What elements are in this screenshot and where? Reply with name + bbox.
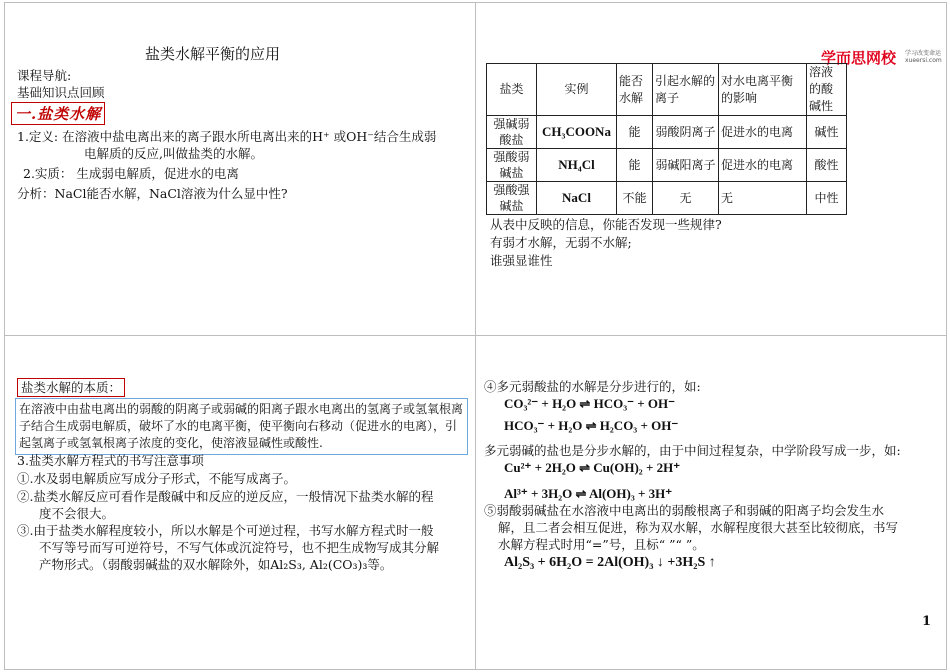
essence-line: 2.实质： 生成弱电解质，促进水的电离 (23, 166, 239, 181)
table-header-cell: 能否水解 (617, 64, 653, 116)
brand-logo-tagline: 学习改变命运 (905, 50, 942, 57)
table-header-cell: 对水电离平衡的影响 (719, 64, 807, 116)
slide-panel-1 (4, 2, 476, 336)
slide-panel-2 (475, 2, 947, 336)
analysis-question: 分析：NaCl能否水解，NaCl溶液为什么显中性? (17, 186, 288, 201)
table-header-cell: 引起水解的离子 (653, 64, 719, 116)
table-cell: 碱性 (807, 116, 847, 149)
table-cell: 强酸弱碱盐 (487, 149, 537, 182)
equation-carbonate-step1: CO₃²⁻ + H₂O ⇌ HCO₃⁻ + OH⁻ (504, 396, 675, 411)
table-cell: CH₃COONa (537, 116, 617, 149)
pattern-question: 从表中反映的信息，你能否发现一些规律? (490, 217, 722, 232)
rule-5-line-1: ⑤弱酸弱碱盐在水溶液中电离出的弱酸根离子和弱碱的阳离子均会发生水 (484, 503, 885, 518)
table-cell: 弱碱阳离子 (653, 149, 719, 182)
rule-2-line-2: 度不会很大。 (39, 506, 115, 521)
rules-heading: 3.盐类水解方程式的书写注意事项 (17, 453, 204, 468)
slide-title: 盐类水解平衡的应用 (145, 45, 281, 63)
nav-label: 课程导航: (17, 68, 72, 83)
equation-carbonate-step2: HCO₃⁻ + H₂O ⇌ H₂CO₃ + OH⁻ (504, 418, 679, 433)
equation-double-hydrolysis: Al₂S₃ + 6H₂O = 2Al(OH)₃ ↓ +3H₂S ↑ (504, 555, 716, 570)
table-cell: 促进水的电离 (719, 149, 807, 182)
definition-line-2: 电解质的反应,叫做盐类的水解。 (84, 146, 263, 161)
rule-4: ④多元弱酸盐的水解是分步进行的，如: (484, 379, 701, 394)
essence-label-box: 盐类水解的本质： (17, 378, 125, 397)
rule-1: ①.水及弱电解质应写成分子形式，不能写成离子。 (17, 471, 296, 486)
table-cell: 无 (719, 182, 807, 215)
rule-2-line-1: ②.盐类水解反应可看作是酸碱中和反应的逆反应，一般情况下盐类水解的程 (17, 489, 434, 504)
rule-5-line-3: 水解方程式时用“=”号，且标“ ”“ ”。 (498, 537, 705, 552)
brand-logo-text: 学而思网校 (821, 49, 897, 67)
salt-hydrolysis-table (486, 63, 847, 215)
table-row (487, 149, 847, 182)
equation-copper: Cu²⁺ + 2H₂O ⇌ Cu(OH)₂ + 2H⁺ (504, 460, 681, 475)
table-header-cell: 盐类 (487, 64, 537, 116)
table-cell: 促进水的电离 (719, 116, 807, 149)
definition-line-1: 1.定义: 在溶液中盐电离出来的离子跟水所电离出来的H⁺ 或OH⁻结合生成弱 (17, 129, 437, 144)
rule-3-line-2: 不写等号而写可逆符号，不写气体或沉淀符号，也不把生成物写成其分解 (39, 540, 440, 555)
table-cell: 酸性 (807, 149, 847, 182)
pattern-rule-2: 谁强显谁性 (490, 253, 553, 268)
brand-logo-url: xueersi.com (905, 57, 942, 64)
table-header-cell: 实例 (537, 64, 617, 116)
pattern-rule-1: 有弱才水解，无弱不水解; (490, 235, 632, 250)
equation-aluminium: Al³⁺ + 3H₂O ⇌ Al(OH)₃ + 3H⁺ (504, 486, 673, 501)
table-cell: 无 (653, 182, 719, 215)
table-row (487, 116, 847, 149)
table-cell: NH₄Cl (537, 149, 617, 182)
table-cell: 能 (617, 149, 653, 182)
table-header-cell: 溶液的酸碱性 (807, 64, 847, 116)
essence-text-box: 在溶液中由盐电离出的弱酸的阴离子或弱碱的阳离子跟水电离出的氢离子或氢氧根离子结合生成弱电解质，破坏了水的电离平衡，使平衡向右移动（促进水的电离），引起氢离子或氢氧根离子浓度的变化，使溶液显碱性或酸性. (15, 398, 468, 455)
page-number: 1 (922, 614, 932, 629)
table-cell: 中性 (807, 182, 847, 215)
table-header-row (487, 64, 847, 116)
rule-5-line-2: 解，且二者会相互促进，称为双水解，水解程度很大甚至比较彻底，书写 (498, 520, 899, 535)
table-cell: 能 (617, 116, 653, 149)
table-cell: NaCl (537, 182, 617, 215)
section-heading: 一.盐类水解 (11, 102, 105, 125)
table-cell: 不能 (617, 182, 653, 215)
table-row (487, 182, 847, 215)
weak-base-note: 多元弱碱的盐也是分步水解的，由于中间过程复杂，中学阶段写成一步，如: (484, 443, 901, 458)
table-cell: 强酸强碱盐 (487, 182, 537, 215)
table-cell: 强碱弱酸盐 (487, 116, 537, 149)
slide-panel-3 (4, 335, 476, 670)
nav-item: 基础知识点回顾 (17, 85, 105, 100)
slide-panel-4 (475, 335, 947, 670)
rule-3-line-1: ③.由于盐类水解程度较小，所以水解是个可逆过程，书写水解方程式时一般 (17, 523, 434, 538)
rule-3-line-3: 产物形式。（弱酸弱碱盐的双水解除外，如Al₂S₃, Al₂(CO₃)₃等。 (39, 557, 393, 572)
table-cell: 弱酸阴离子 (653, 116, 719, 149)
